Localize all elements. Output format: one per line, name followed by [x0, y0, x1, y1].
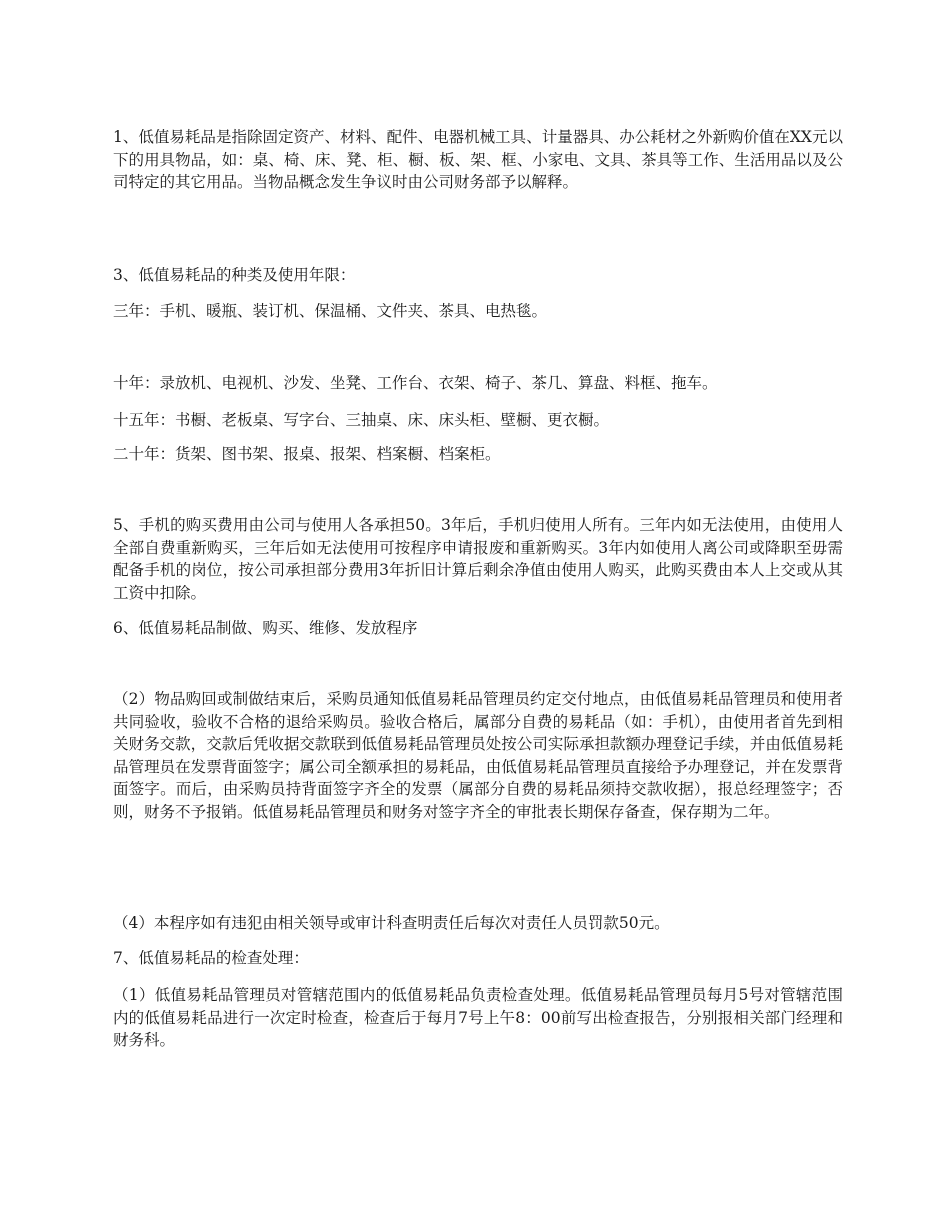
- paragraph-procedure-heading: 6、低值易耗品制做、购买、维修、发放程序: [113, 619, 418, 637]
- paragraph-ten-years: 十年：录放机、电视机、沙发、坐凳、工作台、衣架、椅子、茶几、算盘、料框、拖车。: [113, 374, 718, 392]
- paragraph-definition: 1、低值易耗品是指除固定资产、材料、配件、电器机械工具、计量器具、办公耗材之外新购价值在XX元以下的用具物品，如：桌、椅、床、凳、柜、橱、板、架、框、小家电、文具、茶具等工作、生活用品以及公司特定的其它用品。当物品概念发生争议时由公司财务部予以解释。: [113, 128, 843, 191]
- paragraph-inspection-heading: 7、低值易耗品的检查处理：: [113, 949, 309, 967]
- paragraph-acceptance-procedure: （2）物品购回或制做结束后，采购员通知低值易耗品管理员约定交付地点，由低值易耗品管理员和使用者共同验收，验收不合格的退给采购员。验收合格后，属部分自费的易耗品（如：手机），由使用者首先到相关财务交款，交款后凭收据交款联到低值易耗品管理员处按公司实际承担款额办理登记手续，并由低值易耗品管理员在发票背面签字；属公司全额承担的易耗品，由低值易耗品管理员直接给予办理登记，并在发票背面签字。而后，由采购员持背面签字齐全的发票（属部分自费的易耗品须持交款收据），报总经理签字；否则，财务不予报销。低值易耗品管理员和财务对签字齐全的审批表长期保存备查，保存期为二年。: [113, 690, 843, 821]
- paragraph-twenty-years: 二十年：货架、图书架、报桌、报架、档案橱、档案柜。: [113, 445, 501, 463]
- paragraph-fifteen-years: 十五年：书橱、老板桌、写字台、三抽桌、床、床头柜、壁橱、更衣橱。: [113, 411, 610, 429]
- paragraph-types-heading: 3、低值易耗品的种类及使用年限：: [113, 266, 356, 284]
- paragraph-penalty: （4）本程序如有违犯由相关领导或审计科查明责任后每次对责任人员罚款50元。: [113, 914, 670, 932]
- paragraph-three-years: 三年：手机、暖瓶、装订机、保温桶、文件夹、茶具、电热毯。: [113, 302, 548, 320]
- paragraph-phone-cost: 5、手机的购买费用由公司与使用人各承担50。3年后，手机归使用人所有。三年内如无法使用，由使用人全部自费重新购买，三年后如无法使用可按程序申请报废和重新购买。3年内如使用人离公司或降职至毋需配备手机的岗位，按公司承担部分费用3年折旧计算后剩余净值由使用人购买，此购买费由本人上交或从其工资中扣除。: [113, 516, 843, 602]
- paragraph-inspection-detail: （1）低值易耗品管理员对管辖范围内的低值易耗品负责检查处理。低值易耗品管理员每月5号对管辖范围内的低值易耗品进行一次定时检查，检查后于每月7号上午8：00前写出检查报告，分别报相关部门经理和财务科。: [113, 986, 843, 1049]
